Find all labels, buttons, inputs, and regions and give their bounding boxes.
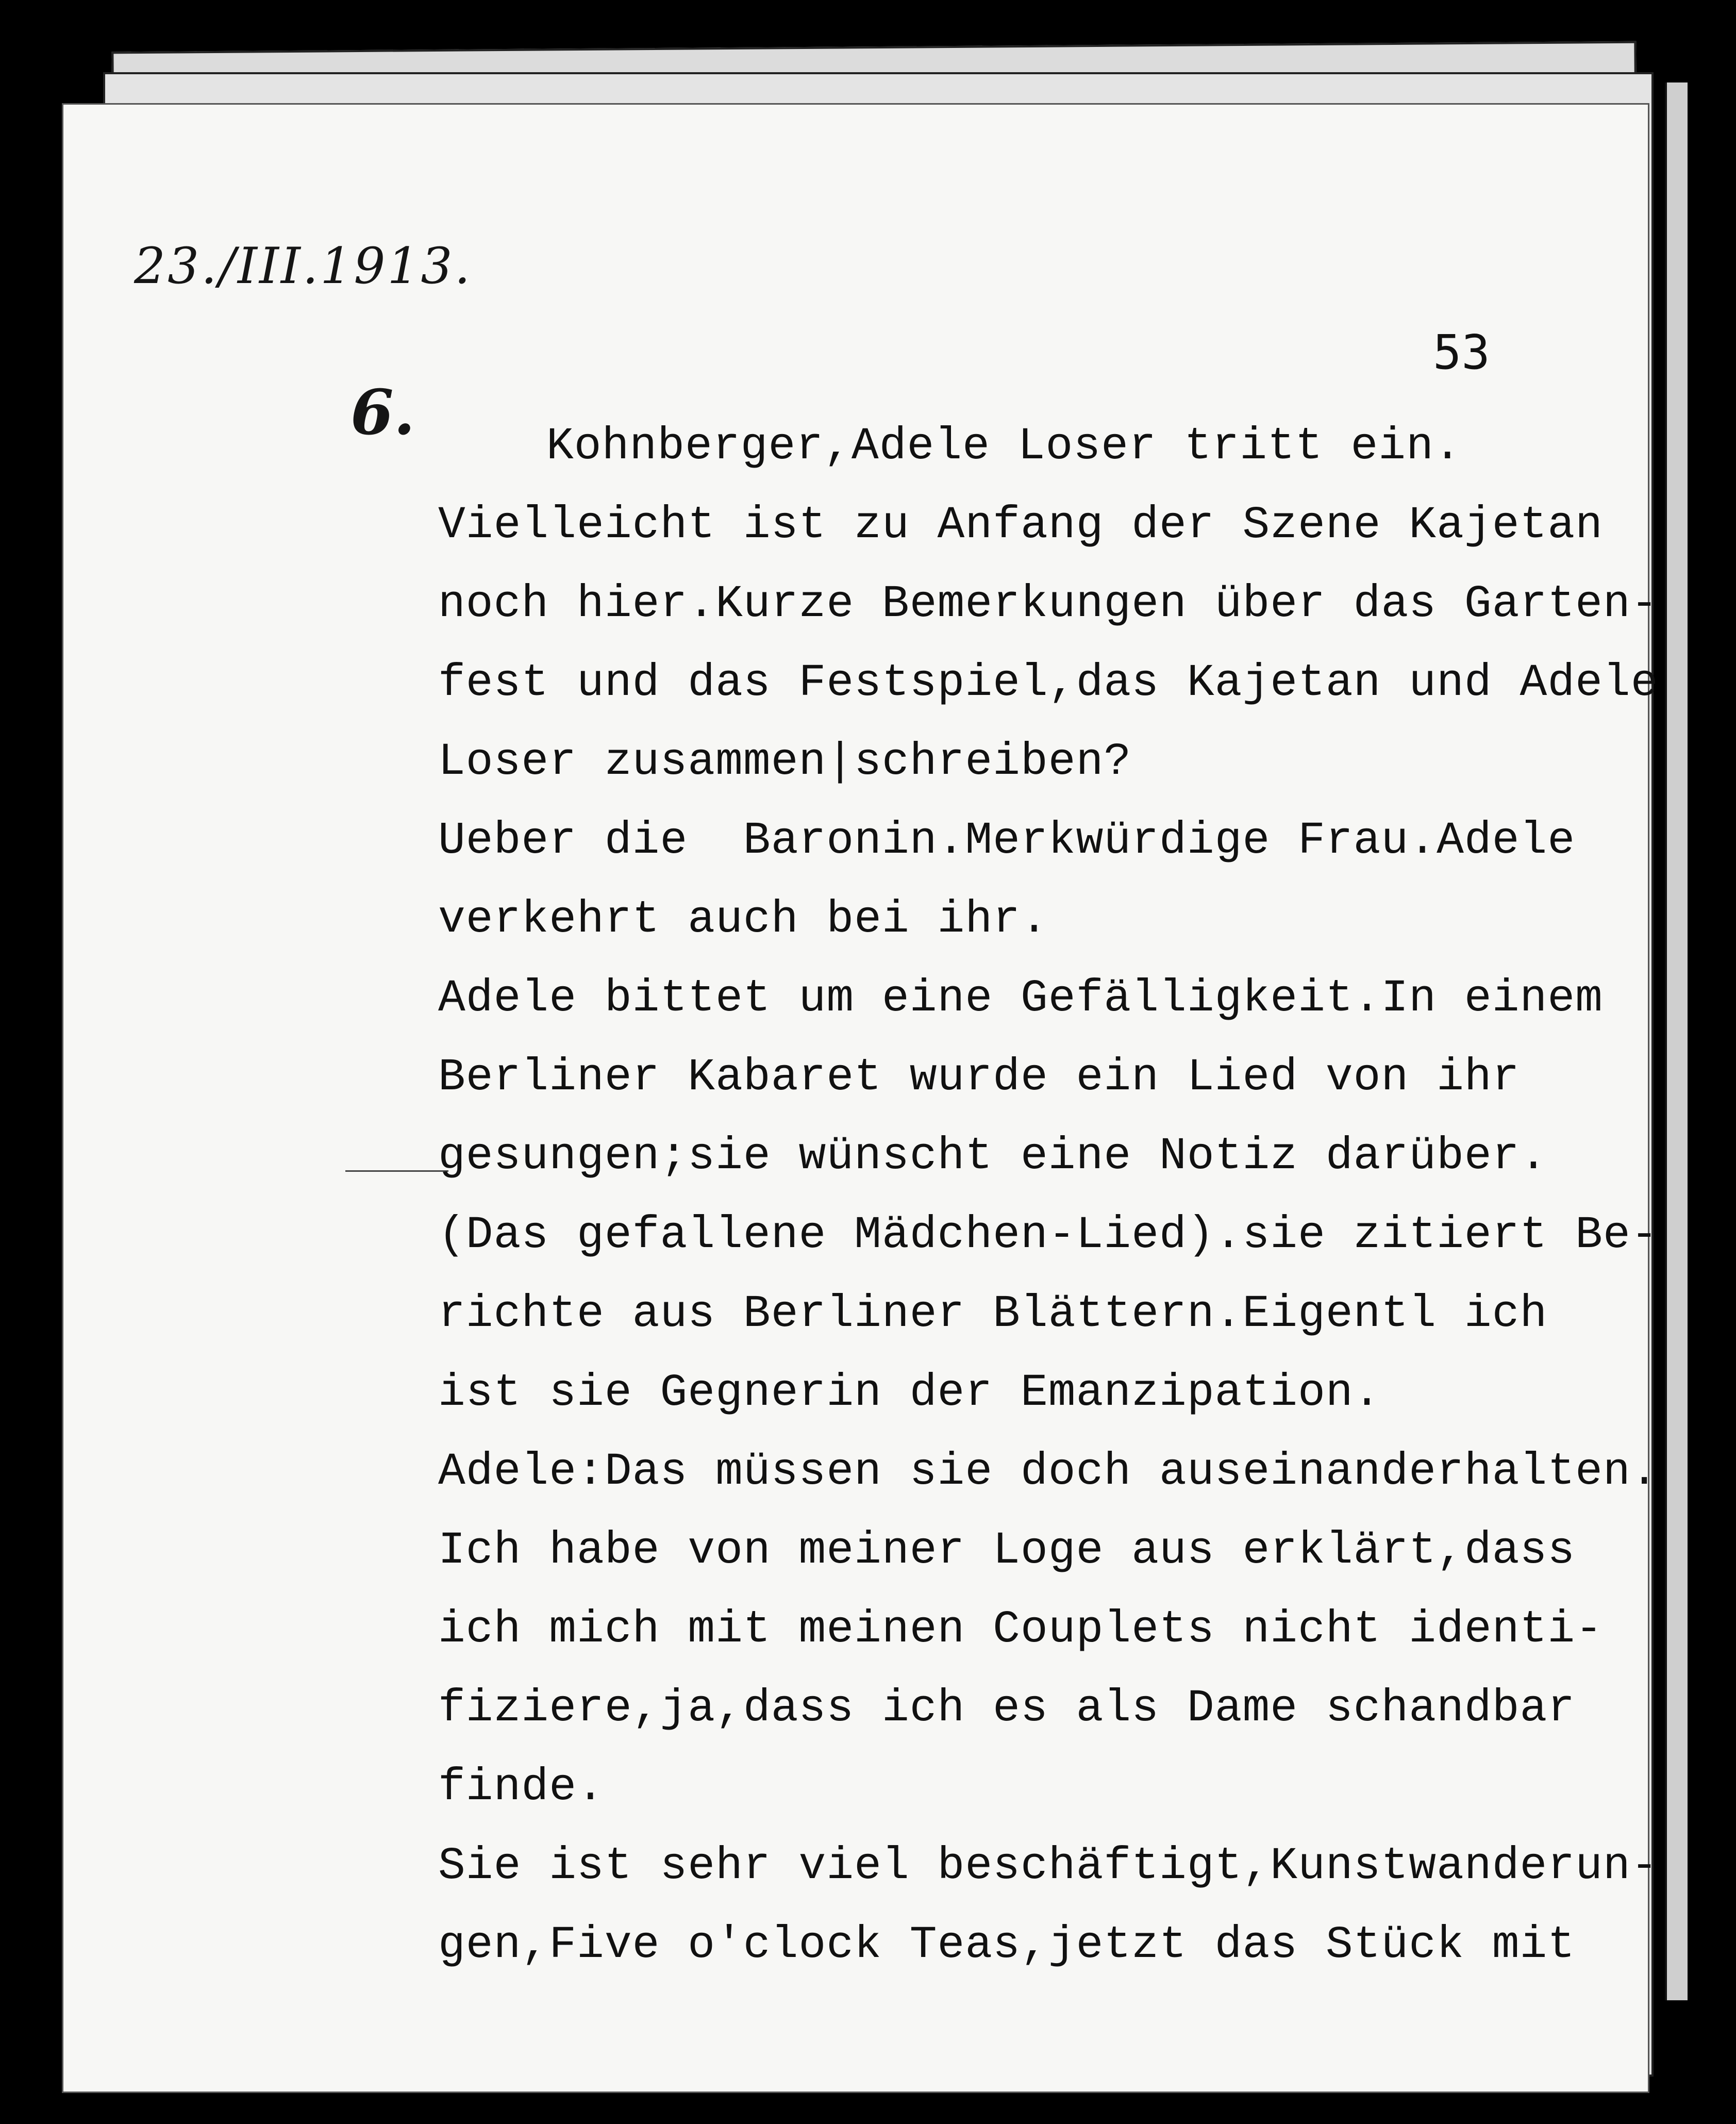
text-line: gen,Five o'clock Teas,jetzt das Stück mit: [438, 1920, 1576, 1971]
text-line: Sie ist sehr viel beschäftigt,Kunstwanderun-: [438, 1841, 1659, 1892]
margin-pencil-line: [345, 1170, 448, 1172]
text-line: ich mich mit meinen Couplets nicht identi-: [438, 1604, 1603, 1655]
text-line: fiziere,ja,dass ich es als Dame schandbar: [438, 1683, 1576, 1734]
text-line: Adele:Das müssen sie doch auseinanderhalten.: [438, 1447, 1659, 1498]
text-line: Adele bittet um eine Gefälligkeit.In einem: [438, 973, 1603, 1024]
typed-page: [62, 103, 1659, 2093]
text-line: fest und das Festspiel,das Kajetan und Adele: [438, 658, 1659, 709]
text-line: (Das gefallene Mädchen-Lied).sie zitiert Be-: [438, 1210, 1659, 1261]
text-line: noch hier.Kurze Bemerkungen über das Garten-: [438, 579, 1659, 630]
text-line: Kohnberger,Adele Loser tritt ein.: [546, 421, 1462, 472]
text-line: finde.: [438, 1762, 605, 1813]
text-line: verkehrt auch bei ihr.: [438, 894, 1048, 945]
typescript-body: [438, 407, 1659, 1985]
text-line: gesungen;sie wünscht eine Notiz darüber.: [438, 1131, 1548, 1182]
handwritten-date: 23./III.1913.: [134, 237, 473, 295]
text-line: Loser zusammen|schreiben?: [438, 737, 1132, 788]
text-line: richte aus Berliner Blättern.Eigentl ich: [438, 1289, 1548, 1340]
text-line: Berliner Kabaret wurde ein Lied von ihr: [438, 1052, 1520, 1103]
page-number: 53: [1433, 325, 1490, 380]
text-line: ist sie Gegnerin der Emanzipation.: [438, 1368, 1381, 1419]
text-line: Ueber die Baronin.Merkwürdige Frau.Adele: [438, 816, 1576, 867]
handwritten-section-number: 6.: [350, 376, 415, 449]
text-line: Vielleicht ist zu Anfang der Szene Kajetan: [438, 500, 1603, 551]
text-line: Ich habe von meiner Loge aus erklärt,dass: [438, 1525, 1576, 1577]
paper-stack-edge: [1665, 82, 1688, 2000]
